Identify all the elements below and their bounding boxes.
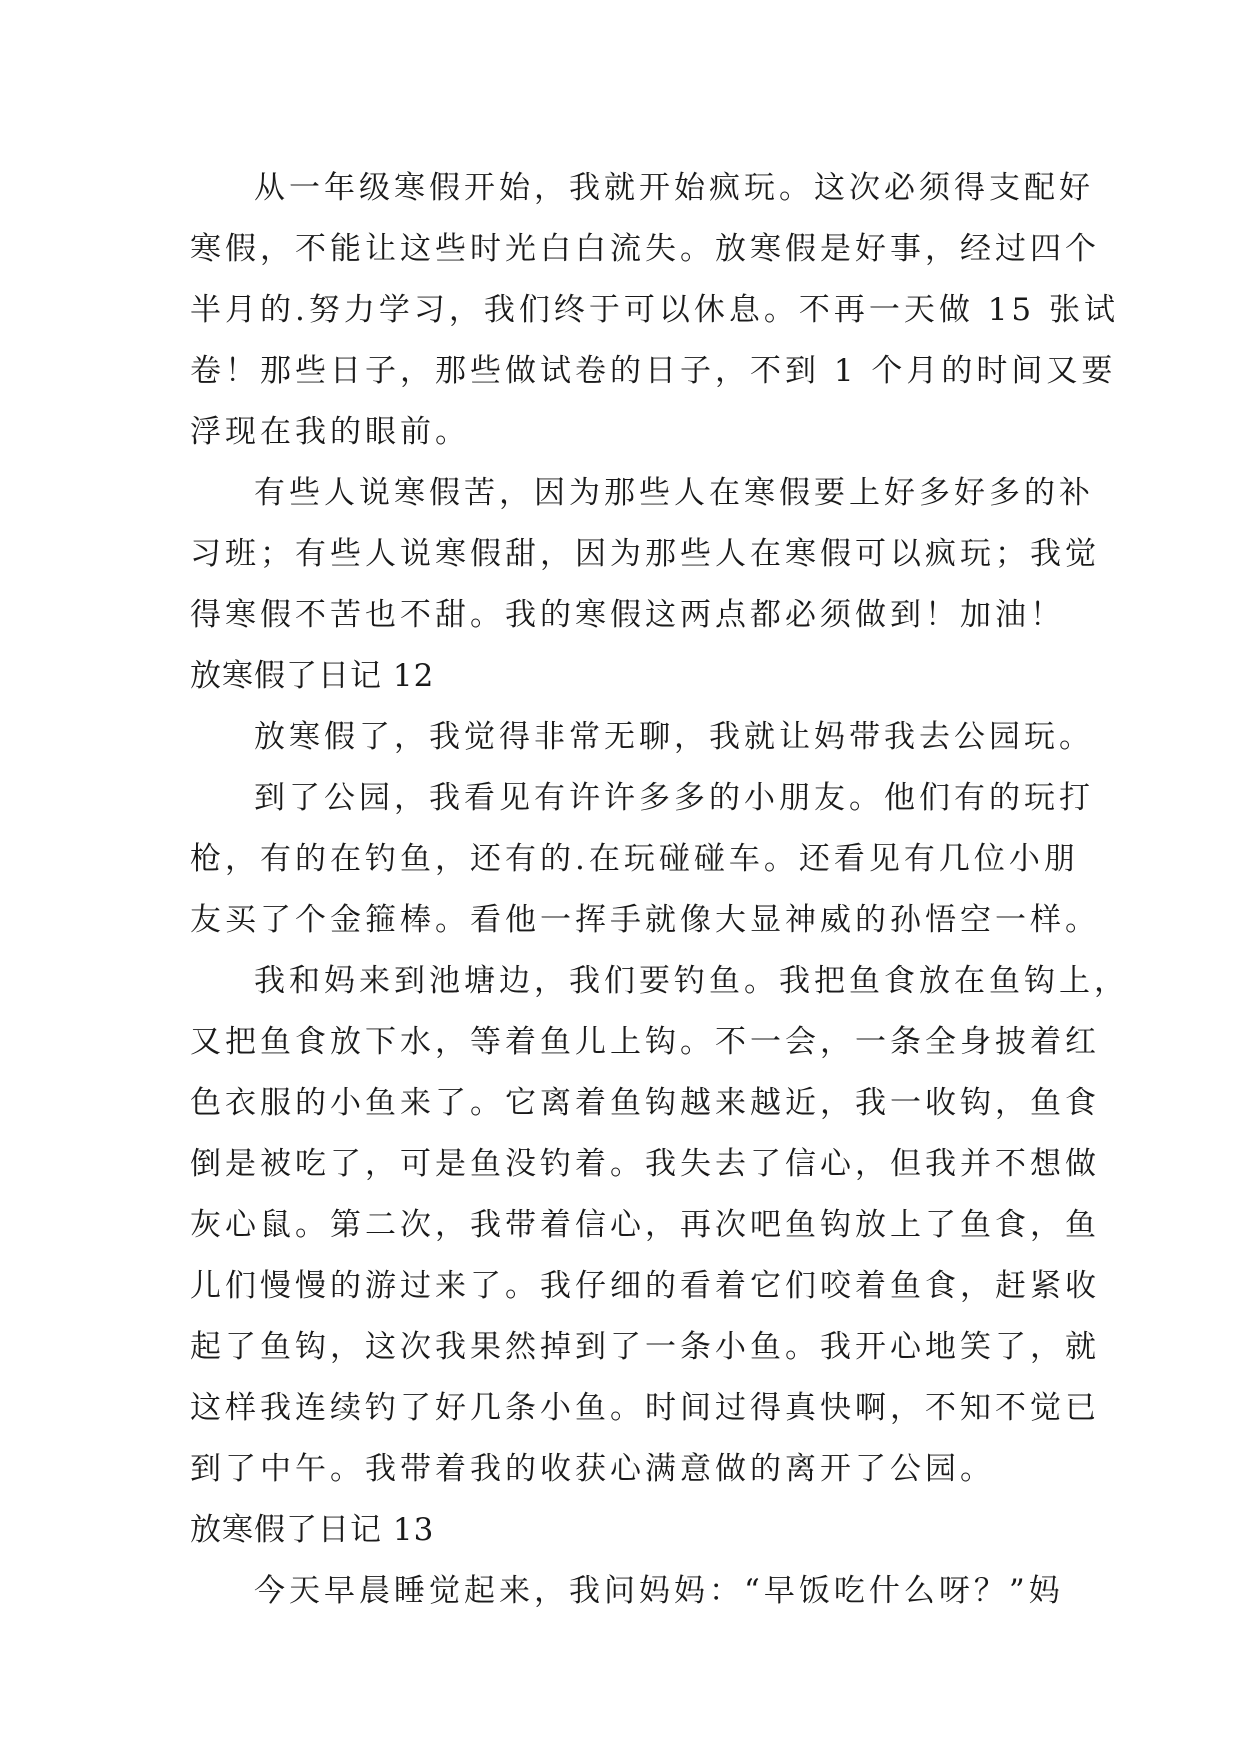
- text-line: 起了鱼钩，这次我果然掉到了一条小鱼。我开心地笑了，就: [190, 1329, 1100, 1365]
- text-line: 寒假，不能让这些时光白白流失。放寒假是好事，经过四个: [190, 231, 1100, 267]
- text-line: 我和妈来到池塘边，我们要钓鱼。我把鱼食放在鱼钩上，: [254, 963, 1129, 999]
- heading-text: 放寒假了日记 12: [190, 658, 435, 694]
- text-line: 浮现在我的眼前。: [190, 414, 470, 450]
- text-line: 倒是被吃了，可是鱼没钓着。我失去了信心，但我并不想做: [190, 1146, 1100, 1182]
- text-line: 得寒假不苦也不甜。我的寒假这两点都必须做到！加油！: [190, 597, 1065, 633]
- paragraph: [190, 1561, 1070, 1622]
- paragraph: [190, 158, 1120, 463]
- text-line: 到了中午。我带着我的收获心满意做的离开了公园。: [190, 1451, 995, 1487]
- text-line: 从一年级寒假开始，我就开始疯玩。这次必须得支配好: [254, 170, 1094, 206]
- heading-text: 放寒假了日记 13: [190, 1512, 435, 1548]
- section-heading: [190, 1500, 1070, 1561]
- paragraph: [190, 768, 1100, 951]
- document-body: [190, 158, 1129, 1622]
- text-line: 又把鱼食放下水，等着鱼儿上钩。不一会，一条全身披着红: [190, 1024, 1100, 1060]
- paragraph: [190, 463, 1100, 646]
- paragraph: [190, 707, 1094, 768]
- text-line: 习班；有些人说寒假甜，因为那些人在寒假可以疯玩；我觉: [190, 536, 1100, 572]
- text-line: 卷！那些日子，那些做试卷的日子，不到 1 个月的时间又要: [190, 353, 1117, 389]
- text-line: 半月的.努力学习，我们终于可以休息。不再一天做 15 张试: [190, 292, 1120, 328]
- text-line: 儿们慢慢的游过来了。我仔细的看着它们咬着鱼食，赶紧收: [190, 1268, 1100, 1304]
- text-line: 有些人说寒假苦，因为那些人在寒假要上好多好多的补: [254, 475, 1094, 511]
- text-line: 到了公园，我看见有许许多多的小朋友。他们有的玩打: [254, 780, 1094, 816]
- section-heading: [190, 646, 1070, 707]
- text-line: 今天早晨睡觉起来，我问妈妈：“早饭吃什么呀？”妈: [254, 1573, 1064, 1609]
- text-line: 灰心鼠。第二次，我带着信心，再次吧鱼钩放上了鱼食，鱼: [190, 1207, 1100, 1243]
- text-line: 友买了个金箍棒。看他一挥手就像大显神威的孙悟空一样。: [190, 902, 1100, 938]
- text-line: 这样我连续钓了好几条小鱼。时间过得真快啊，不知不觉已: [190, 1390, 1100, 1426]
- paragraph: [190, 951, 1129, 1500]
- text-line: 色衣服的小鱼来了。它离着鱼钩越来越近，我一收钩，鱼食: [190, 1085, 1100, 1121]
- text-line: 枪，有的在钓鱼，还有的.在玩碰碰车。还看见有几位小朋: [190, 841, 1079, 877]
- text-line: 放寒假了，我觉得非常无聊，我就让妈带我去公园玩。: [254, 719, 1094, 755]
